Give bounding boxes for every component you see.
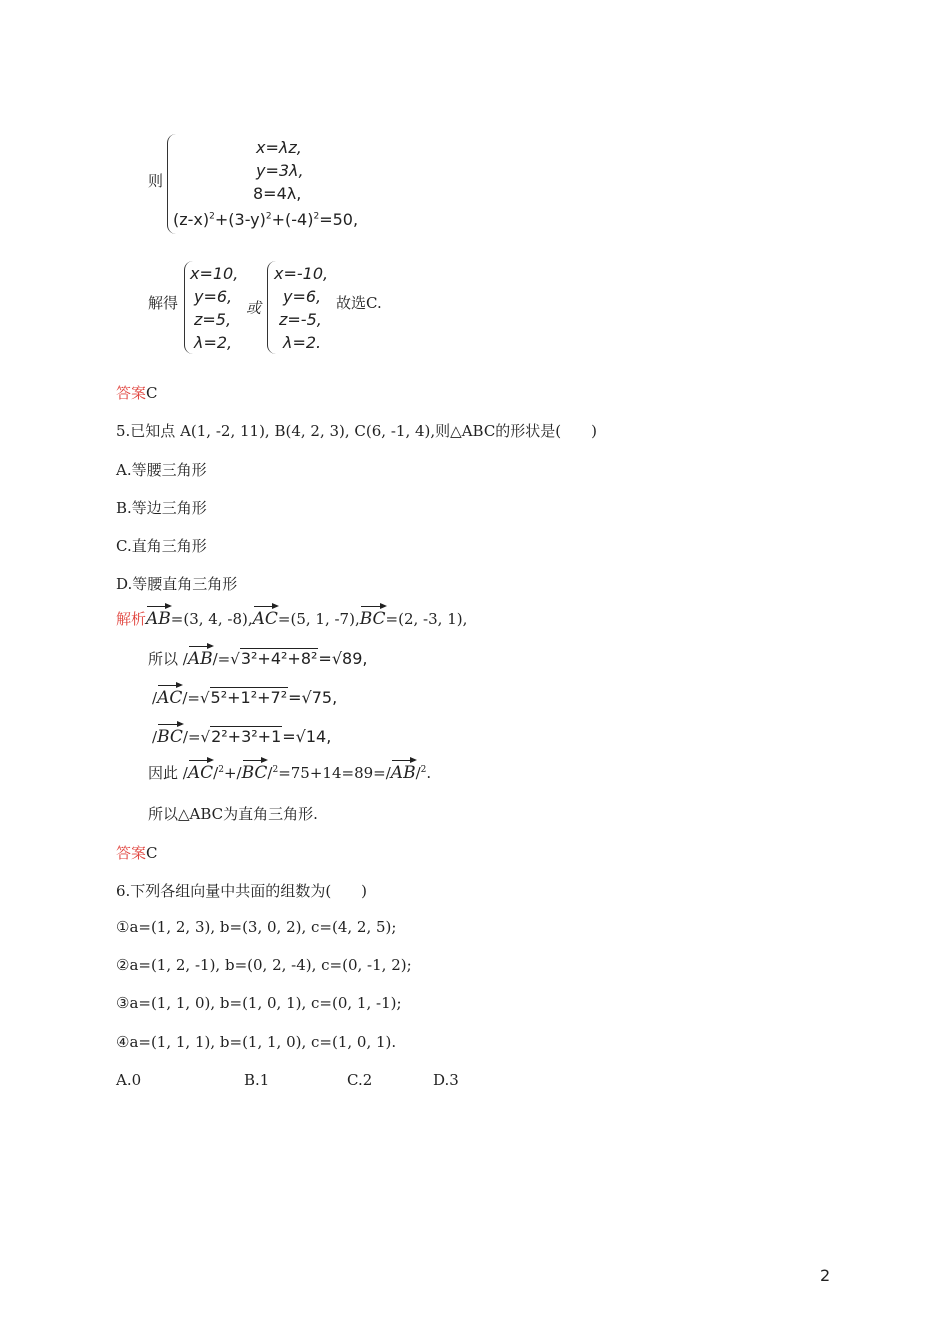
q5-stem: 5.已知点 A(1, -2, 11), B(4, 2, 3), C(6, -1, 4),则△ABC的形状是( ) bbox=[116, 422, 598, 440]
q5-option-b: B.等边三角形 bbox=[116, 499, 207, 517]
q6-option-c: C.2 bbox=[347, 1071, 373, 1089]
answer-1: 答案C bbox=[116, 384, 158, 402]
answer-label: 答案 bbox=[116, 384, 147, 402]
eq1-line4: $(z-x)^2+(3-y)^2+(-4)^2=50$, bbox=[173, 210, 359, 229]
q6-group-1: ①a=(1, 2, 3), b=(3, 0, 2), c=(4, 2, 5); bbox=[116, 918, 397, 936]
sol-a1: x=10, bbox=[190, 264, 239, 283]
conclusion: 所以△ABC为直角三角形. bbox=[148, 805, 318, 823]
eq1-line1: x=λz, bbox=[256, 138, 302, 157]
sum-line: 因此 /AC/$^2$+/BC/$^2$=75+14=89=/AB/$^2$. bbox=[148, 758, 431, 783]
vector-ac: AC bbox=[253, 604, 278, 629]
sol-a4: λ=2, bbox=[194, 333, 233, 352]
q6-group-2: ②a=(1, 2, -1), b=(0, 2, -4), c=(0, -1, 2); bbox=[116, 956, 412, 974]
solution-vectors: 解析AB=(3, 4, -8),AC=(5, 1, -7),BC=(2, -3, 1), bbox=[116, 604, 467, 629]
q6-option-a: A.0 bbox=[116, 1071, 142, 1089]
jiede-label: 解得 bbox=[148, 294, 179, 312]
q5-option-c: C.直角三角形 bbox=[116, 537, 207, 555]
q5-option-a: A.等腰三角形 bbox=[116, 461, 207, 479]
ze-label: 则 bbox=[148, 172, 164, 190]
q5-option-d: D.等腰直角三角形 bbox=[116, 575, 238, 593]
sol-b1: x=-10, bbox=[274, 264, 329, 283]
q6-group-4: ④a=(1, 1, 1), b=(1, 1, 0), c=(1, 0, 1). bbox=[116, 1033, 397, 1051]
norm-ab-line: 所以 /AB/=√3²+4²+8²=√89, bbox=[148, 644, 367, 669]
sol-b3: z=-5, bbox=[279, 310, 322, 329]
page-number: 2 bbox=[820, 1266, 831, 1285]
q6-option-d: D.3 bbox=[433, 1071, 459, 1089]
solution-label: 解析 bbox=[116, 610, 147, 628]
vector-bc: BC bbox=[360, 604, 386, 629]
norm-bc-line: /BC/=√2²+3²+1=√14, bbox=[152, 722, 331, 747]
choose-c: 故选C. bbox=[336, 294, 382, 312]
q6-group-3: ③a=(1, 1, 0), b=(1, 0, 1), c=(0, 1, -1); bbox=[116, 994, 402, 1012]
eq1-line3: 8=4λ, bbox=[253, 184, 302, 203]
sol-a3: z=5, bbox=[194, 310, 232, 329]
q6-option-b: B.1 bbox=[244, 1071, 270, 1089]
sol-b4: λ=2. bbox=[283, 333, 322, 352]
huo-label: 或 bbox=[246, 299, 262, 317]
answer-2: 答案C bbox=[116, 844, 158, 862]
sol-a2: y=6, bbox=[194, 287, 233, 306]
norm-ac-line: /AC/=√5²+1²+7²=√75, bbox=[152, 683, 337, 708]
q6-stem: 6.下列各组向量中共面的组数为( ) bbox=[116, 882, 368, 900]
eq1-line2: y=3λ, bbox=[256, 161, 304, 180]
sol-b2: y=6, bbox=[283, 287, 322, 306]
vector-ab: AB bbox=[146, 604, 171, 629]
